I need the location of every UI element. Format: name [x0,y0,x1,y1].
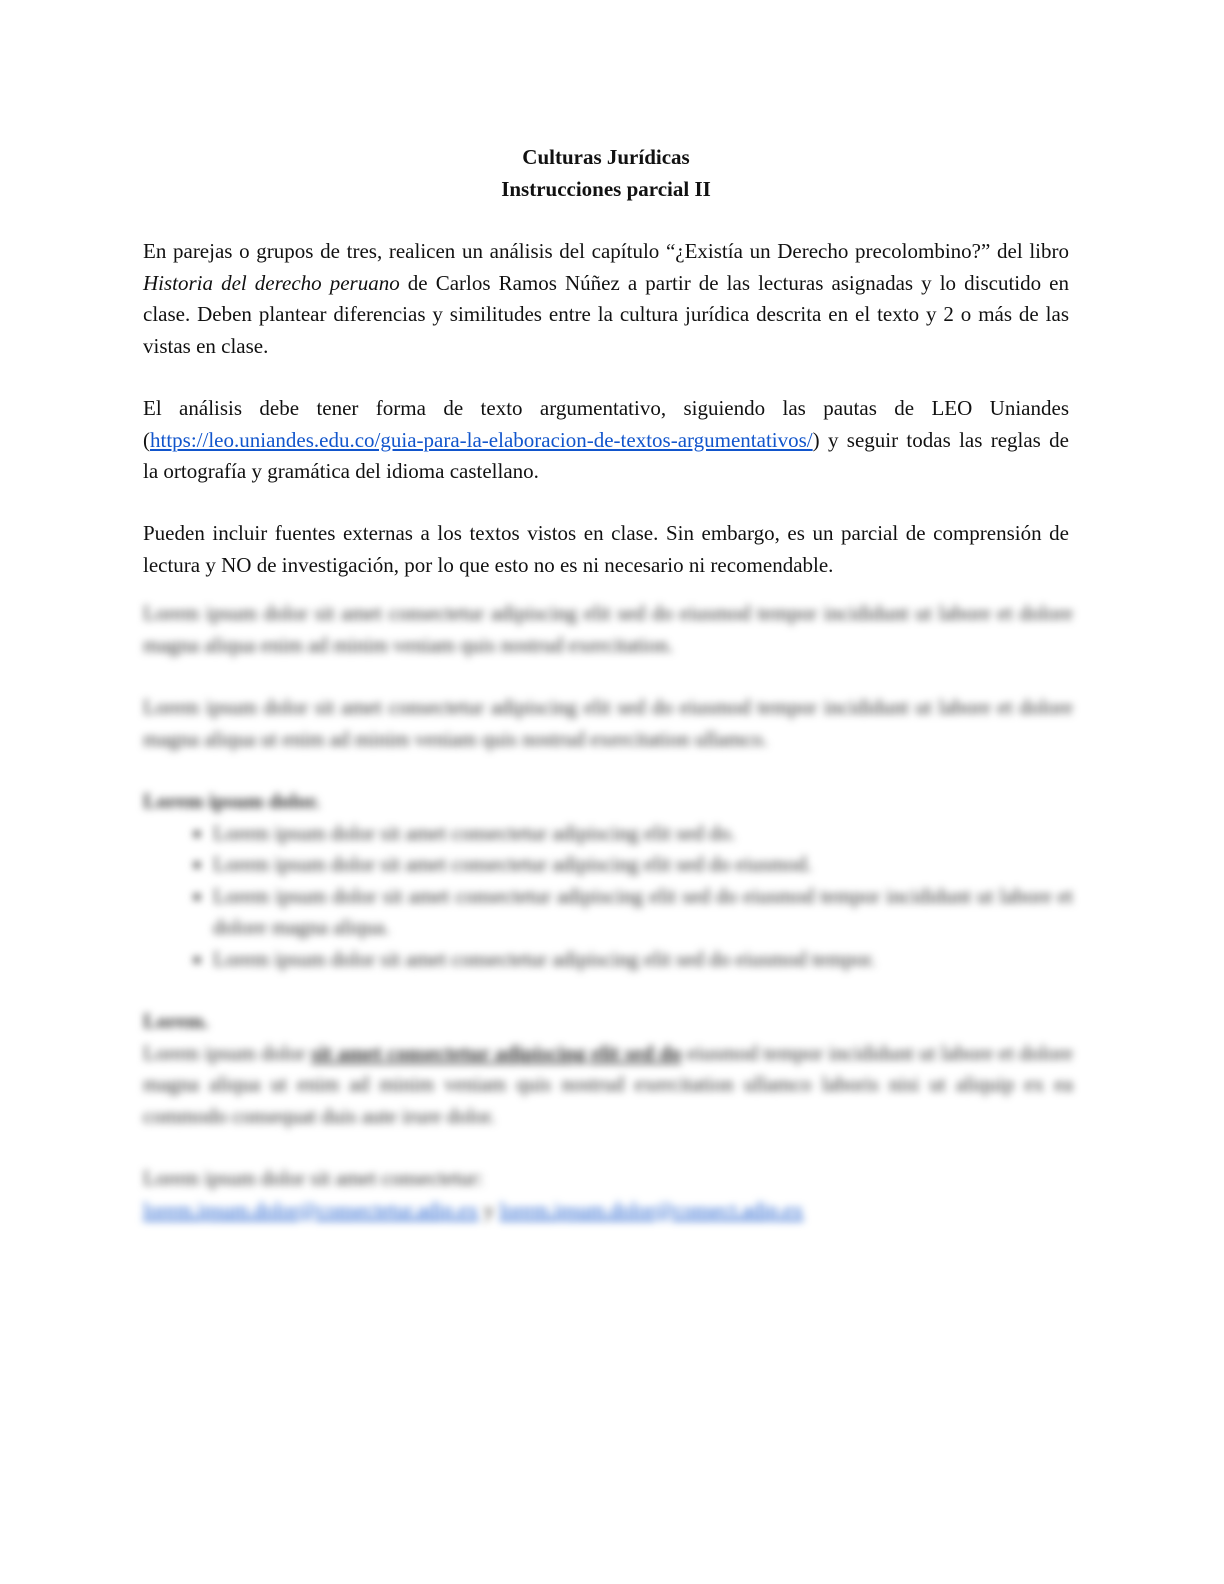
leo-uniandes-link[interactable]: https://leo.uniandes.edu.co/guia-para-la-elaboracion-de-textos-argumentativos/ [150,427,813,452]
document-title [143,141,1069,205]
book-title: Historia del derecho peruano [143,270,400,295]
course-title: Culturas Jurídicas [522,145,690,169]
paragraph-analysis-instructions: En parejas o grupos de tres, realicen un análisis del capítulo “¿Existía un Derecho precolombino?” del libro Historia del derecho peruano de Carlos Ramos Núñez a partir de las lecturas asignadas y lo discutido en clase. Deben plantear diferencias y similitudes entre la cultura jurídica descrita en el texto y 2 o más de las vistas en clase. [143,239,1069,358]
exam-title: Instrucciones parcial II [501,177,711,201]
blurred-content: Lorem ipsum dolor sit amet consectetur adipiscing elit sed do eiusmod tempor incididunt ut labore et dolore magna aliqua enim ad minim veniam quis nostrud exercitation. Lorem ipsum dolor sit amet consectetur adipiscing elit sed do eiusmod tempor incididunt ut labore et dolore magna aliqua ut enim ad minim veniam quis nostrud exercitation ullamco. Lorem ipsum dolor. ▪ Lorem ipsum dolor sit amet consectetur adipiscing elit sed do. ▪ Lorem ipsum dolor sit amet consectetur adipiscing elit sed do eiusmod. ▪ Lorem ipsum dolor sit amet consectetur adipiscing elit sed do eiusmod tempor incididunt ut labore et dolore magna aliqua. ▪ Lorem ipsum dolor sit amet consectetur adipiscing elit sed do eiusmod tempor. Lorem. Lorem ipsum dolor sit amet consectetur adipiscing elit sed do eiusmod tempor incididunt ut labore et dolore magna aliqua ut enim ad minim veniam quis nostrud exercitation ullamco laboris nisi ut aliquip ex ea commodo consequat duis aute irure dolor. Lorem ipsum dolor sit amet consectetur: lorem.ipsum.dolor@consectetur.adip.ex y lorem.ipsum.dolor@consect.adip.ex [143,598,1073,1226]
paragraph-external-sources: Pueden incluir fuentes externas a los textos vistos en clase. Sin embargo, es un parcial de comprensión de lectura y NO de investigación, por lo que esto no es ni necesario ni recomendable. [143,521,1069,577]
paragraph-format-instructions: El análisis debe tener forma de texto argumentativo, siguiendo las pautas de LEO Uniandes (https://leo.uniandes.edu.co/guia-para-la-elaboracion-de-textos-argumentativos/) y seguir todas las reglas de la ortografía y gramática del idioma castellano. [143,396,1069,483]
